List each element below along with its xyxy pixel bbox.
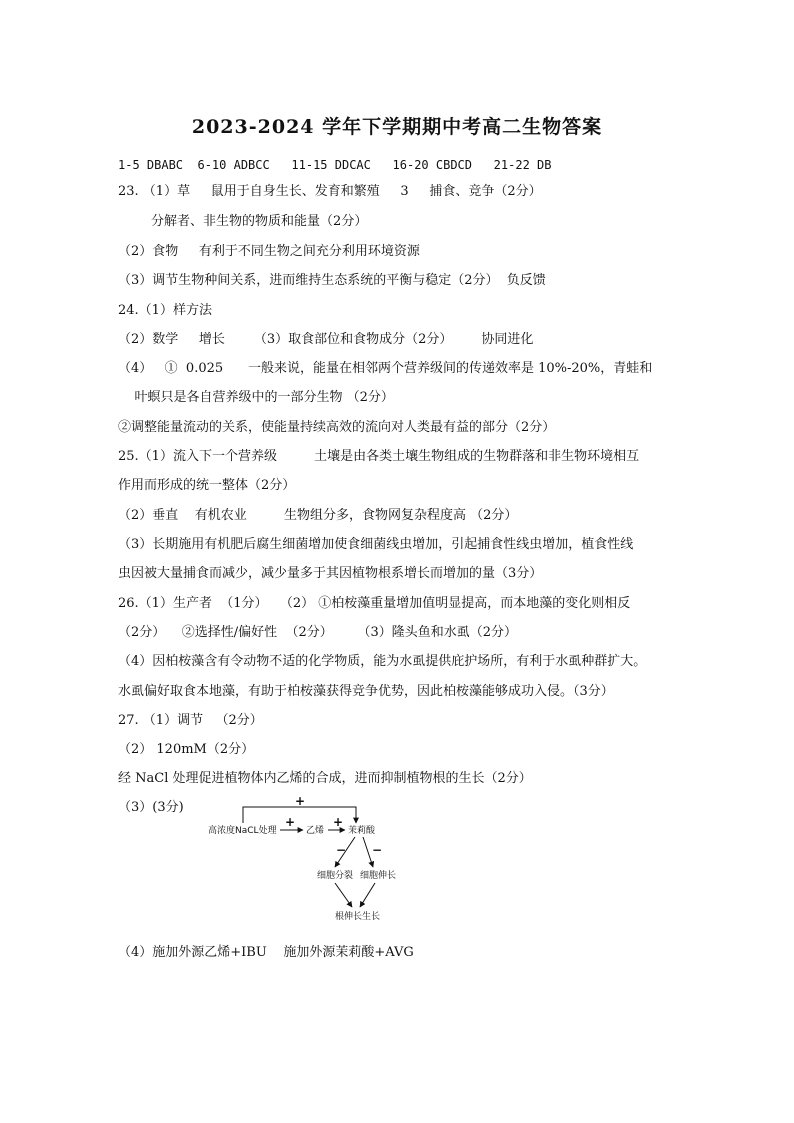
node-ethylene: 乙烯 — [306, 826, 325, 836]
q25-line-3: （2）垂直 有机农业 生物组分多，食物网复杂程度高 （2分） — [118, 508, 518, 523]
sign-left: − — [336, 843, 347, 857]
q23-line-4: （3）调节生物种间关系，进而维持生态系统的平衡与稳定（2分） 负反馈 — [118, 273, 546, 288]
q24-line-2: （2）数学 增长 （3）取食部位和食物成分（2分） 协同进化 — [118, 332, 534, 347]
sign-ethylene-ja: + — [333, 815, 344, 829]
arrow-division-to-root — [335, 883, 352, 907]
page-title: 2023-2024 学年下学期期中考高二生物答案 — [191, 116, 603, 138]
q23-line-2: 分解者、非生物的物质和能量（2分） — [118, 214, 368, 229]
q25-line-1: 25.（1）流入下一个营养级 土壤是由各类土壤生物组成的生物群落和非生物环境相互 — [118, 449, 640, 464]
q24-line-5: ②调整能量流动的关系，使能量持续高效的流向对人类最有益的部分（2分） — [118, 420, 556, 435]
q27-line-3: 经 NaCl 处理促进植物体内乙烯的合成，进而抑制植物根的生长（2分） — [118, 771, 532, 786]
q26-line-1: 26.（1）生产者 （1分） （2） ①柏桉藻重量增加值明显提高，而本地藻的变化则相反 — [118, 596, 631, 611]
q26-line-2: （2分） ②选择性/偏好性 （2分） （3）隆头鱼和水虱（2分） — [118, 625, 518, 640]
node-ja: 茉莉酸 — [348, 826, 376, 836]
sign-right: − — [372, 843, 383, 857]
arrow-elongation-to-root — [360, 883, 375, 907]
q25-line-5: 虫因被大量捕食而减少，减少量多于其因植物根系增长而增加的量（3分） — [118, 566, 543, 581]
q23-line-3: （2）食物 有利于不同生物之间充分利用环境资源 — [118, 244, 420, 259]
q27-line-4: （3）(3分) — [118, 800, 184, 815]
q26-line-3: （4）因柏桉藻含有令动物不适的化学物质，能为水虱提供庇护场所，有利于水虱种群扩大。 — [118, 654, 647, 669]
sign-nacl-ethylene: + — [285, 815, 296, 829]
node-cell-elongation: 细胞伸长 — [360, 871, 397, 881]
node-root-growth: 根伸长生长 — [335, 912, 381, 922]
answers-1-22: 1-5 DBABC 6-10 ADBCC 11-15 DDCAC 16-20 CBDCD 21-22 DB — [118, 158, 552, 172]
q25-line-2: 作用而形成的统一整体（2分） — [118, 478, 296, 493]
q27-line-1: 27. （1）调节 （2分） — [118, 713, 263, 728]
q23-line-1: 23. （1）草 鼠用于自身生长、发育和繁殖 3 捕食、竞争（2分） — [118, 184, 542, 199]
q24-line-4: 叶螟只是各自营养级中的一部分生物 （2分） — [118, 390, 394, 405]
q24-line-3: （4） ① 0.025 一般来说，能量在相邻两个营养级间的传递效率是 10%-20%，青蛙和 — [118, 361, 653, 376]
q27-line-2: （2） 120mM（2分） — [118, 742, 255, 757]
node-cell-division: 细胞分裂 — [317, 871, 354, 881]
q24-line-1: 24.（1）样方法 — [118, 303, 212, 318]
q26-line-4: 水虱偏好取食本地藻，有助于柏桉藻获得竞争优势，因此柏桉藻能够成功入侵。（3分） — [118, 684, 614, 699]
node-nacl: 高浓度NaCL处理 — [208, 826, 277, 836]
sign-top: + — [295, 794, 306, 808]
q25-line-4: （3）长期施用有机肥后腐生细菌增加使食细菌线虫增加，引起捕食性线虫增加，植食性线 — [118, 537, 634, 552]
q27-line-5: （4）施加外源乙烯+IBU 施加外源茉莉酸+AVG — [118, 945, 414, 960]
regulation-diagram — [200, 793, 420, 928]
regulation-diagram-svg — [200, 793, 420, 928]
